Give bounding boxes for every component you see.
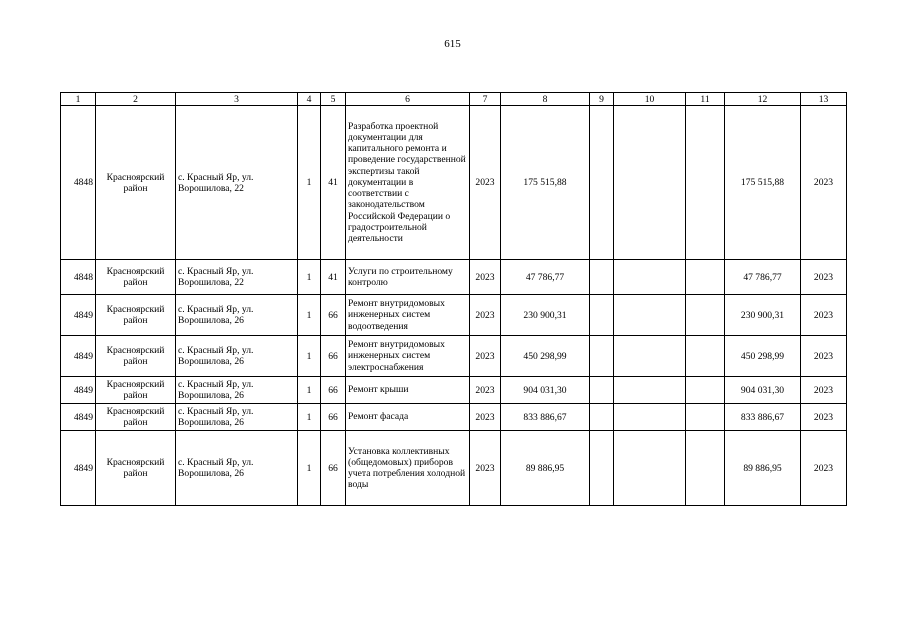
completion-year: 2023	[801, 377, 847, 404]
col-10-value	[614, 336, 686, 377]
owner-funds: 47 786,77	[725, 260, 801, 295]
district: Красноярский район	[96, 295, 176, 336]
col-9-value	[590, 377, 614, 404]
col-header-13: 13	[801, 93, 847, 106]
district: Красноярский район	[96, 106, 176, 260]
address: с. Красный Яр, ул. Ворошилова, 26	[176, 336, 298, 377]
district: Красноярский район	[96, 260, 176, 295]
col-10-value	[614, 431, 686, 506]
col-4-value: 1	[298, 431, 321, 506]
year: 2023	[470, 260, 501, 295]
work-type: Установка коллективных (общедомовых) приборов учета потребления холодной воды	[346, 431, 470, 506]
house-number: 4848	[61, 260, 96, 295]
total-cost: 175 515,88	[501, 106, 590, 260]
completion-year: 2023	[801, 336, 847, 377]
owner-funds: 175 515,88	[725, 106, 801, 260]
house-number: 4849	[61, 295, 96, 336]
col-header-6: 6	[346, 93, 470, 106]
col-9-value	[590, 431, 614, 506]
col-4-value: 1	[298, 404, 321, 431]
table-row	[61, 336, 847, 377]
owner-funds: 904 031,30	[725, 377, 801, 404]
col-header-2: 2	[96, 93, 176, 106]
table-row	[61, 106, 847, 260]
completion-year: 2023	[801, 295, 847, 336]
col-11-value	[686, 336, 725, 377]
col-5-value: 41	[321, 260, 346, 295]
col-11-value	[686, 260, 725, 295]
program-table	[60, 92, 847, 506]
total-cost: 450 298,99	[501, 336, 590, 377]
col-9-value	[590, 404, 614, 431]
table-row	[61, 404, 847, 431]
total-cost: 89 886,95	[501, 431, 590, 506]
work-type: Ремонт внутридомовых инженерных систем электроснабжения	[346, 336, 470, 377]
col-9-value	[590, 106, 614, 260]
col-header-1: 1	[61, 93, 96, 106]
col-header-8: 8	[501, 93, 590, 106]
house-number: 4849	[61, 377, 96, 404]
col-10-value	[614, 106, 686, 260]
col-5-value: 41	[321, 106, 346, 260]
col-11-value	[686, 295, 725, 336]
col-5-value: 66	[321, 336, 346, 377]
col-4-value: 1	[298, 295, 321, 336]
col-header-5: 5	[321, 93, 346, 106]
work-type: Ремонт крыши	[346, 377, 470, 404]
col-9-value	[590, 336, 614, 377]
district: Красноярский район	[96, 431, 176, 506]
year: 2023	[470, 336, 501, 377]
col-4-value: 1	[298, 260, 321, 295]
completion-year: 2023	[801, 106, 847, 260]
owner-funds: 89 886,95	[725, 431, 801, 506]
col-header-10: 10	[614, 93, 686, 106]
owner-funds: 833 886,67	[725, 404, 801, 431]
completion-year: 2023	[801, 260, 847, 295]
address: с. Красный Яр, ул. Ворошилова, 26	[176, 431, 298, 506]
district: Красноярский район	[96, 404, 176, 431]
work-type: Разработка проектной документации для капитального ремонта и проведение государственной экспертизы такой документации в соответствии с законодательством Российской Федерации о градостроительной деятельности	[346, 106, 470, 260]
year: 2023	[470, 106, 501, 260]
col-10-value	[614, 295, 686, 336]
col-header-9: 9	[590, 93, 614, 106]
col-10-value	[614, 260, 686, 295]
year: 2023	[470, 431, 501, 506]
table-row	[61, 377, 847, 404]
col-header-7: 7	[470, 93, 501, 106]
owner-funds: 230 900,31	[725, 295, 801, 336]
col-header-12: 12	[725, 93, 801, 106]
col-5-value: 66	[321, 431, 346, 506]
address: с. Красный Яр, ул. Ворошилова, 22	[176, 260, 298, 295]
col-4-value: 1	[298, 106, 321, 260]
total-cost: 833 886,67	[501, 404, 590, 431]
total-cost: 230 900,31	[501, 295, 590, 336]
work-type: Услуги по строительному контролю	[346, 260, 470, 295]
year: 2023	[470, 404, 501, 431]
address: с. Красный Яр, ул. Ворошилова, 26	[176, 404, 298, 431]
col-5-value: 66	[321, 377, 346, 404]
work-type: Ремонт фасада	[346, 404, 470, 431]
completion-year: 2023	[801, 404, 847, 431]
address: с. Красный Яр, ул. Ворошилова, 26	[176, 295, 298, 336]
table-row	[61, 295, 847, 336]
total-cost: 47 786,77	[501, 260, 590, 295]
col-11-value	[686, 431, 725, 506]
col-11-value	[686, 404, 725, 431]
col-header-3: 3	[176, 93, 298, 106]
house-number: 4849	[61, 404, 96, 431]
table-row	[61, 260, 847, 295]
year: 2023	[470, 295, 501, 336]
owner-funds: 450 298,99	[725, 336, 801, 377]
col-11-value	[686, 377, 725, 404]
house-number: 4849	[61, 431, 96, 506]
col-4-value: 1	[298, 336, 321, 377]
work-type: Ремонт внутридомовых инженерных систем водоотведения	[346, 295, 470, 336]
col-header-11: 11	[686, 93, 725, 106]
col-4-value: 1	[298, 377, 321, 404]
col-11-value	[686, 106, 725, 260]
house-number: 4848	[61, 106, 96, 260]
col-10-value	[614, 377, 686, 404]
total-cost: 904 031,30	[501, 377, 590, 404]
district: Красноярский район	[96, 336, 176, 377]
col-5-value: 66	[321, 295, 346, 336]
address: с. Красный Яр, ул. Ворошилова, 22	[176, 106, 298, 260]
col-10-value	[614, 404, 686, 431]
table-row	[61, 431, 847, 506]
header-row	[61, 93, 847, 106]
address: с. Красный Яр, ул. Ворошилова, 26	[176, 377, 298, 404]
col-9-value	[590, 295, 614, 336]
house-number: 4849	[61, 336, 96, 377]
completion-year: 2023	[801, 431, 847, 506]
page-number: 615	[444, 38, 461, 50]
col-9-value	[590, 260, 614, 295]
year: 2023	[470, 377, 501, 404]
district: Красноярский район	[96, 377, 176, 404]
col-header-4: 4	[298, 93, 321, 106]
col-5-value: 66	[321, 404, 346, 431]
